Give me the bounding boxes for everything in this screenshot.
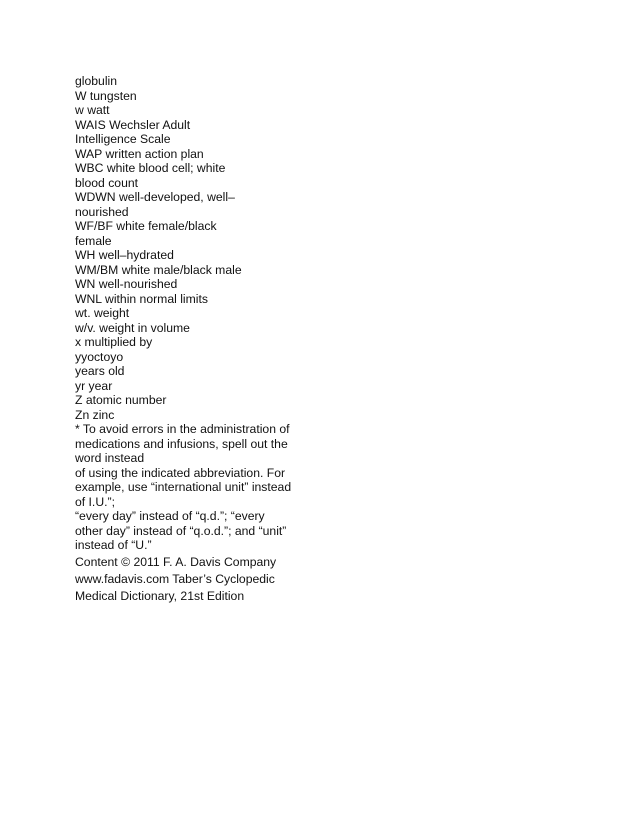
text-line: blood count — [75, 175, 139, 190]
text-line: WAP written action plan — [75, 146, 204, 161]
copyright-footer — [75, 554, 315, 606]
text-line: years old — [75, 364, 125, 378]
text-line: female — [75, 233, 112, 248]
text-line: of I.U.”; — [75, 494, 115, 509]
text-line: W tungsten — [75, 88, 137, 103]
text-line: Intelligence Scale — [75, 132, 171, 146]
text-line: WDWN well-developed, well– — [75, 190, 235, 204]
text-line: WAIS Wechsler Adult — [75, 117, 191, 132]
text-line: of using the indicated abbreviation. For — [75, 465, 286, 480]
text-line: Z atomic number — [75, 393, 167, 407]
text-line: wt. weight — [75, 306, 130, 320]
text-line: x multiplied by — [75, 335, 153, 349]
footer-line: Medical Dictionary, 21st Edition — [75, 589, 245, 604]
text-line: word instead — [75, 451, 145, 465]
text-line: * To avoid errors in the administration of — [75, 422, 290, 436]
footer-line: www.fadavis.com Taber’s Cyclopedic — [75, 571, 275, 586]
text-line: WF/BF white female/black — [75, 219, 217, 233]
text-line: WBC white blood cell; white — [75, 161, 226, 175]
text-line: yyoctoyo — [75, 349, 124, 364]
text-line: “every day” instead of “q.d.”; “every — [75, 509, 265, 523]
text-line: yr year — [75, 378, 113, 393]
text-line: medications and infusions, spell out the — [75, 436, 288, 451]
text-line: Zn zinc — [75, 407, 115, 422]
text-line: instead of “U.” — [75, 538, 152, 552]
document-text — [75, 74, 315, 606]
text-line: w/v. weight in volume — [75, 320, 190, 335]
text-line: globulin — [75, 74, 118, 88]
footer-line: Content © 2011 F. A. Davis Company — [75, 554, 277, 569]
text-line: other day” instead of “q.o.d.”; and “unit” — [75, 523, 287, 538]
text-line: WN well-nourished — [75, 277, 178, 291]
text-line: nourished — [75, 204, 129, 219]
text-line: w watt — [75, 103, 110, 117]
text-line: example, use “international unit” instead — [75, 480, 292, 494]
text-line: WH well–hydrated — [75, 248, 174, 262]
text-line: WM/BM white male/black male — [75, 262, 242, 277]
text-line: WNL within normal limits — [75, 291, 208, 306]
